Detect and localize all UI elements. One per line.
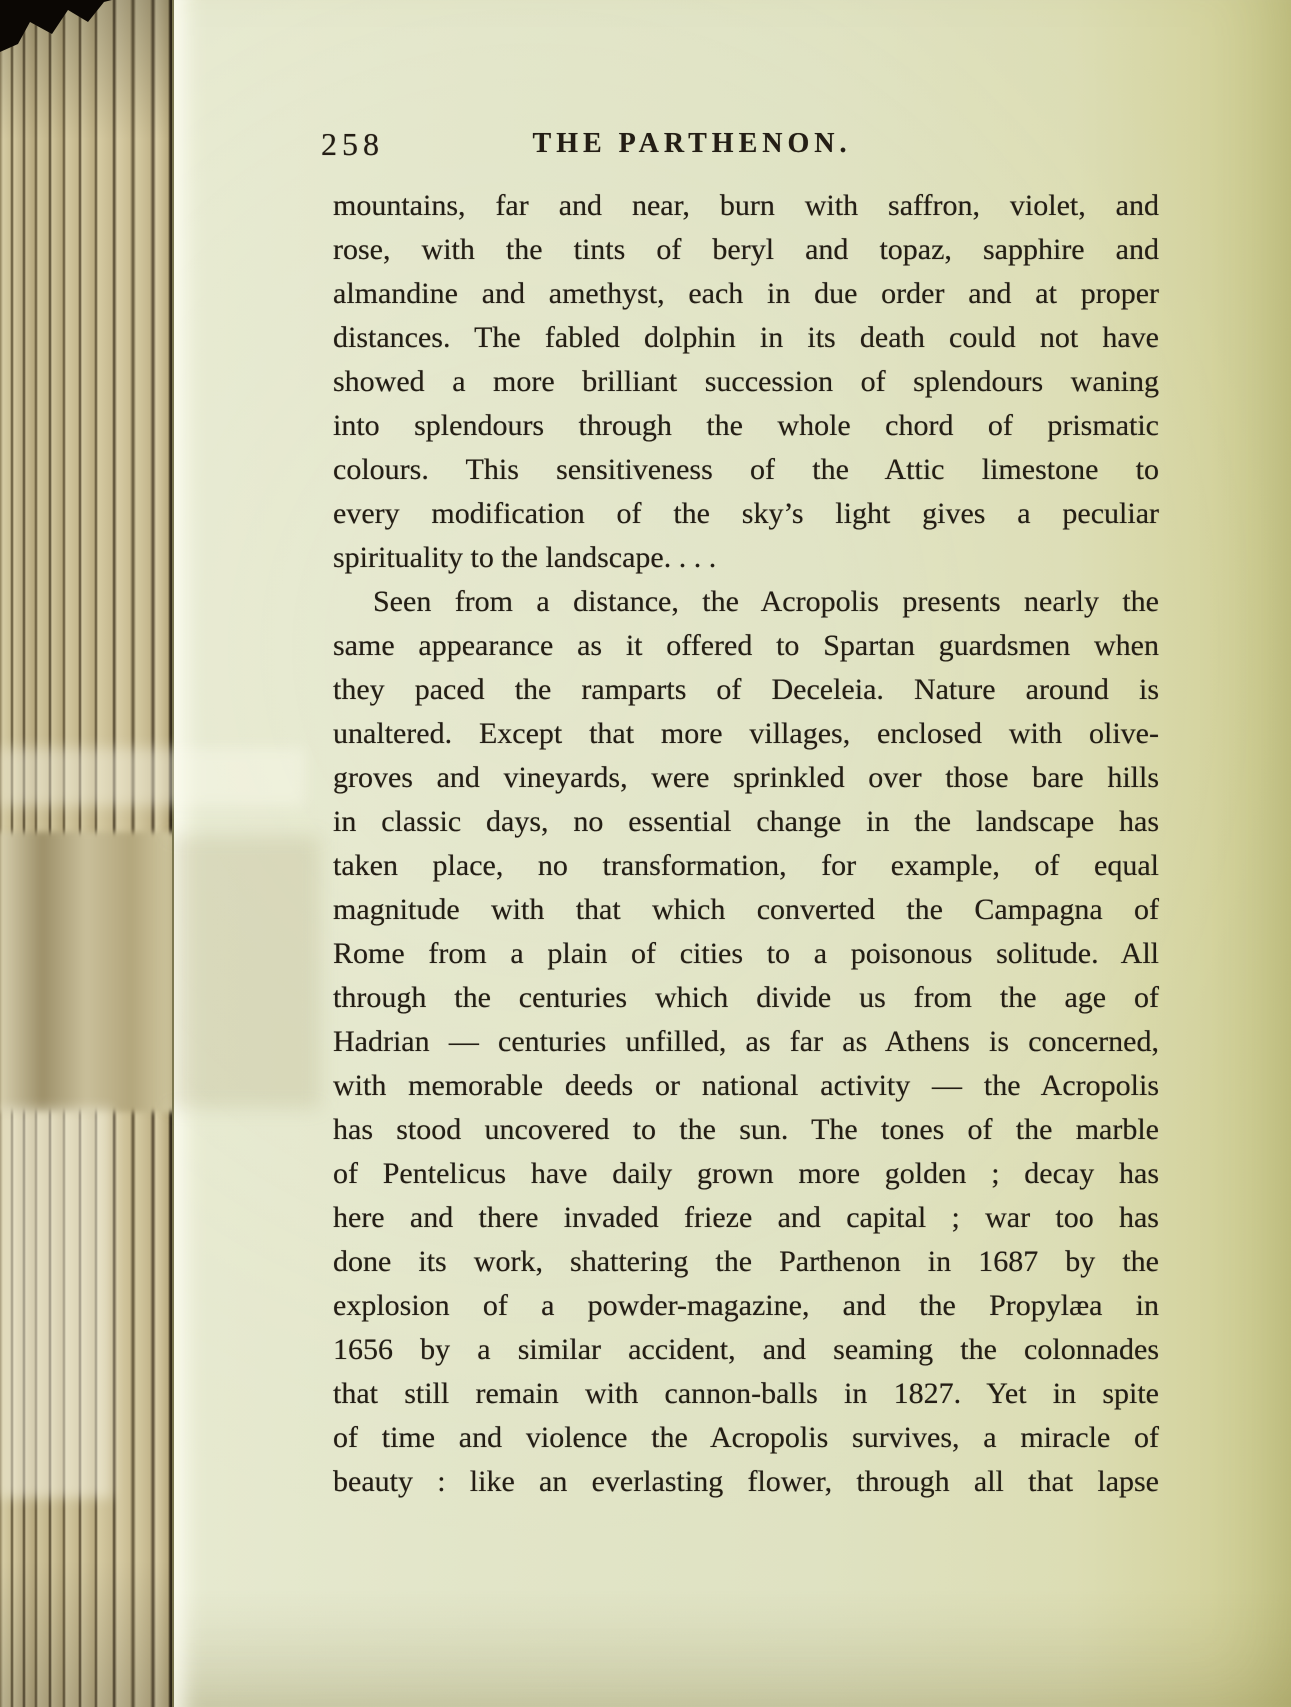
text-line: in classic days, no essential change in the landscape has xyxy=(333,805,1159,838)
text-line: with memorable deeds or national activity — the Acropolis xyxy=(333,1069,1159,1102)
text-line: unaltered. Except that more villages, enclosed with olive- xyxy=(333,717,1159,750)
page-number: 258 xyxy=(321,126,384,162)
text-line: colours. This sensitiveness of the Attic limestone to xyxy=(333,453,1159,486)
text-line: every modification of the sky’s light gives a peculiar xyxy=(333,497,1159,530)
text-line: 1656 by a similar accident, and seaming the colonnades xyxy=(333,1333,1159,1366)
scan-blur-band xyxy=(0,832,192,1112)
text-line: showed a more brilliant succession of splendours waning xyxy=(333,365,1159,398)
text-line: distances. The fabled dolphin in its death could not have xyxy=(333,321,1159,354)
book-page xyxy=(172,0,1291,1707)
page-text xyxy=(333,184,1159,1504)
text-line: same appearance as it offered to Spartan guardsmen when xyxy=(333,629,1159,662)
text-line: almandine and amethyst, each in due order and at proper xyxy=(333,277,1159,310)
text-line: through the centuries which divide us from the age of xyxy=(333,981,1159,1014)
text-line: into splendours through the whole chord of prismatic xyxy=(333,409,1159,442)
text-line: beauty : like an everlasting flower, through all that lapse xyxy=(333,1465,1159,1498)
scan-light-band xyxy=(0,748,305,806)
text-line: Seen from a distance, the Acropolis presents nearly the xyxy=(373,585,1159,618)
text-line: spirituality to the landscape. . . . xyxy=(333,541,717,574)
text-line: mountains, far and near, burn with saffron, violet, and xyxy=(333,189,1159,222)
scan-light-patch xyxy=(0,1108,112,1498)
scan-blur-cast xyxy=(170,836,320,1108)
running-title: THE PARTHENON. xyxy=(532,128,852,159)
text-line: done its work, shattering the Parthenon in 1687 by the xyxy=(333,1245,1159,1278)
text-line: groves and vineyards, were sprinkled over those bare hills xyxy=(333,761,1159,794)
text-line: they paced the ramparts of Deceleia. Nature around is xyxy=(333,673,1159,706)
text-line: explosion of a powder-magazine, and the Propylæa in xyxy=(333,1289,1159,1322)
text-line: here and there invaded frieze and capital ; war too has xyxy=(333,1201,1159,1234)
text-line: of time and violence the Acropolis survives, a miracle of xyxy=(333,1421,1159,1454)
text-line: of Pentelicus have daily grown more golden ; decay has xyxy=(333,1157,1159,1190)
text-line: rose, with the tints of beryl and topaz, sapphire and xyxy=(333,233,1159,266)
text-line: magnitude with that which converted the Campagna of xyxy=(333,893,1159,926)
text-line: has stood uncovered to the sun. The tones of the marble xyxy=(333,1113,1159,1146)
text-line: that still remain with cannon-balls in 1827. Yet in spite xyxy=(333,1377,1159,1410)
text-line: Rome from a plain of cities to a poisonous solitude. All xyxy=(333,937,1159,970)
text-line: taken place, no transformation, for example, of equal xyxy=(333,849,1159,882)
text-line: Hadrian — centuries unfilled, as far as Athens is concerned, xyxy=(333,1025,1159,1058)
